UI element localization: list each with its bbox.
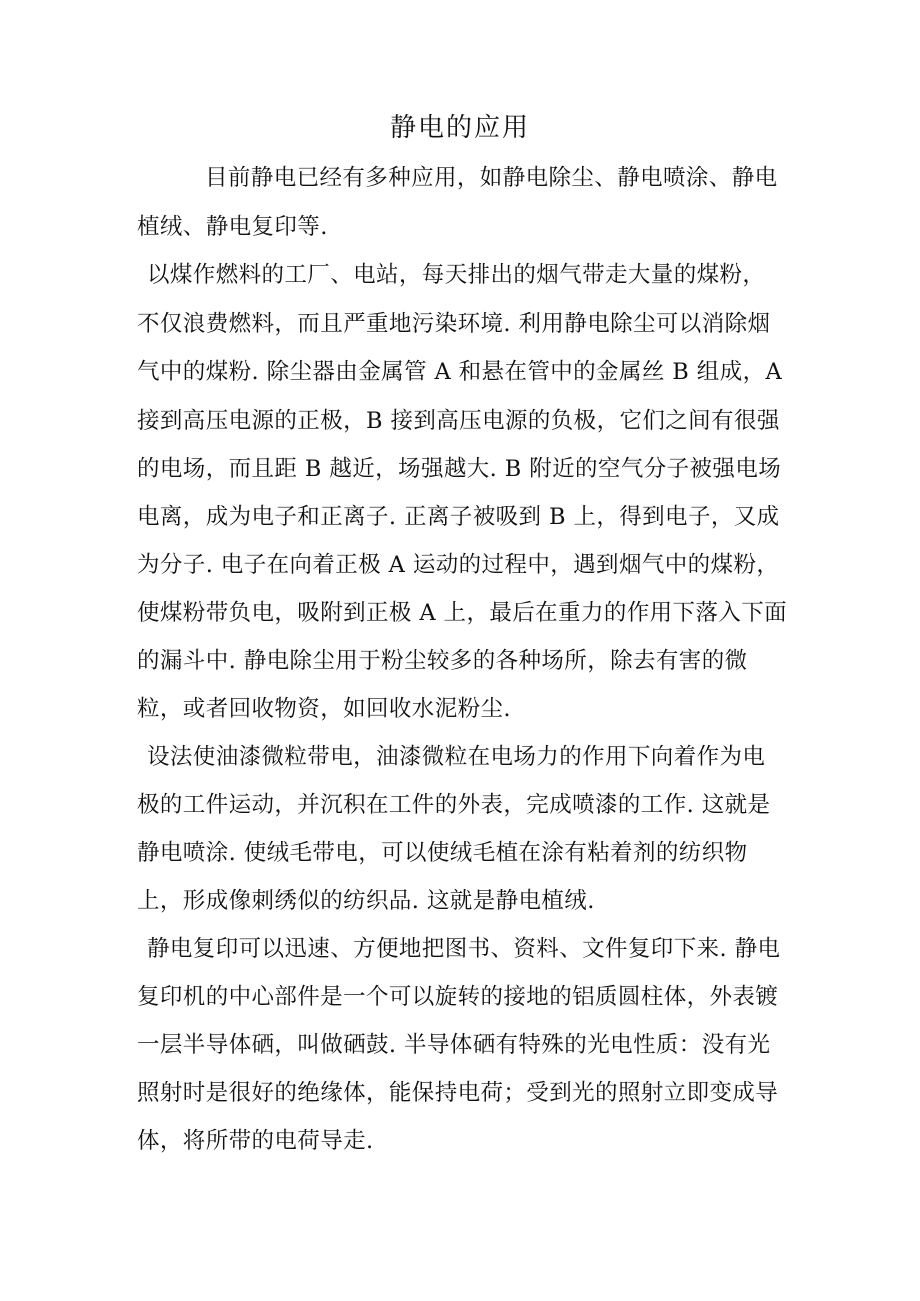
text-line: 的漏斗中. 静电除尘用于粉尘较多的各种场所，除去有害的微	[137, 648, 748, 674]
text-line: 不仅浪费燃料，而且严重地污染环境. 利用静电除尘可以消除烟	[137, 311, 771, 337]
text-line: 一层半导体硒，叫做硒鼓. 半导体硒有特殊的光电性质：没有光	[137, 1032, 771, 1058]
text-line: 以煤作燃料的工厂、电站，每天排出的烟气带走大量的煤粉，	[147, 262, 766, 288]
text-line: 的电场，而且距 B 越近，场强越大. B 附近的空气分子被强电场	[137, 456, 782, 482]
text-line: 静电复印可以迅速、方便地把图书、资料、文件复印下来. 静电	[147, 936, 781, 962]
text-line: 电离，成为电子和正离子. 正离子被吸到 B 上，得到电子，又成	[137, 504, 780, 530]
text-line: 复印机的中心部件是一个可以旋转的接地的铝质圆柱体，外表镀	[137, 984, 779, 1010]
text-line: 气中的煤粉. 除尘器由金属管 A 和悬在管中的金属丝 B 组成，A	[137, 359, 783, 385]
text-line: 体，将所带的电荷导走.	[137, 1128, 374, 1154]
text-line: 粒，或者回收物资，如回收水泥粉尘.	[137, 696, 511, 722]
text-line: 目前静电已经有多种应用，如静电除尘、静电喷涂、静电	[205, 165, 778, 191]
text-line: 极的工件运动，并沉积在工件的外表，完成喷漆的工作. 这就是	[137, 792, 771, 818]
text-line: 为分子. 电子在向着正极 A 运动的过程中，遇到烟气中的煤粉，	[137, 552, 780, 578]
text-line: 上，形成像刺绣似的纺织品. 这就是静电植绒.	[137, 888, 595, 914]
text-line: 接到高压电源的正极，B 接到高压电源的负极，它们之间有很强	[137, 408, 780, 434]
document-title: 静电的应用	[389, 113, 530, 143]
text-line: 植绒、静电复印等.	[137, 214, 328, 240]
text-line: 设法使油漆微粒带电，油漆微粒在电场力的作用下向着作为电	[147, 744, 766, 770]
text-line: 使煤粉带负电，吸附到正极 A 上，最后在重力的作用下落入下面	[137, 600, 788, 626]
text-line: 照射时是很好的绝缘体，能保持电荷；受到光的照射立即变成导	[137, 1080, 779, 1106]
text-line: 静电喷涂. 使绒毛带电，可以使绒毛植在涂有粘着剂的纺织物	[137, 840, 748, 866]
